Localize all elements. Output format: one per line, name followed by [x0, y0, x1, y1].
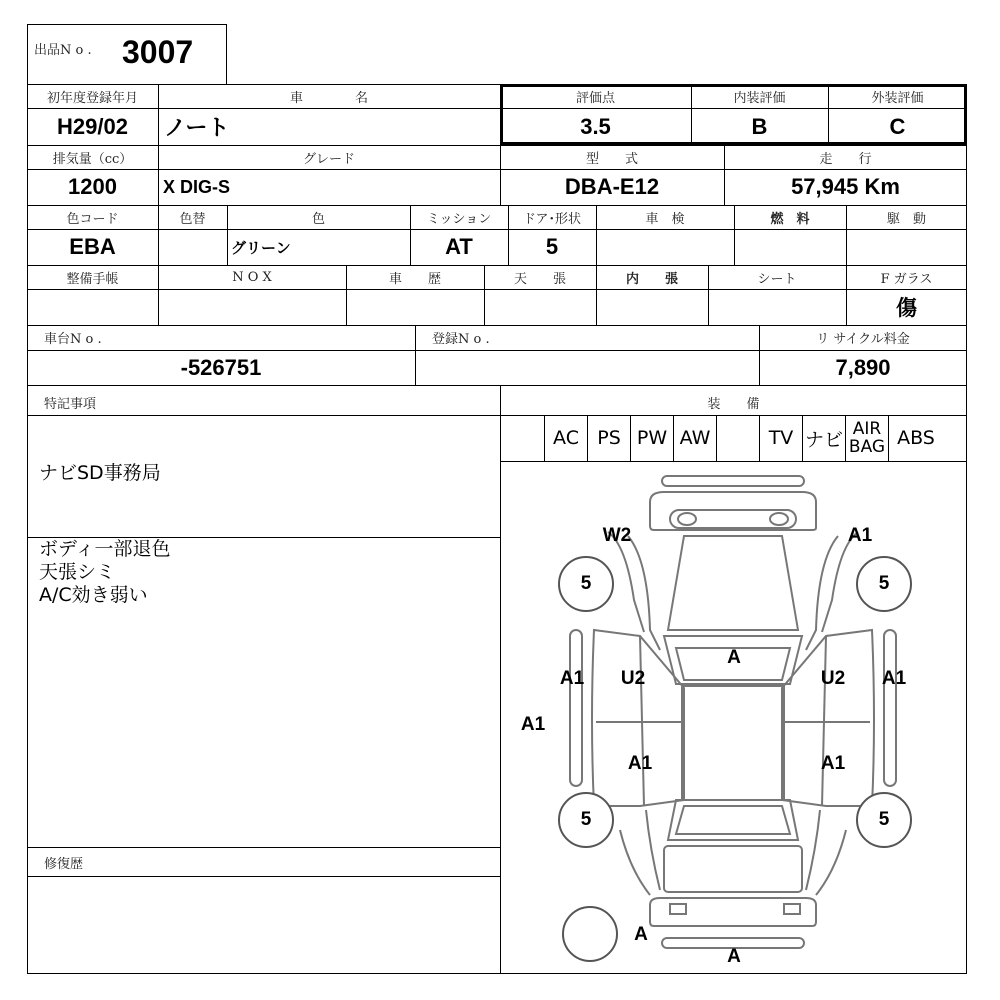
remarks-label: 特記事項 — [44, 396, 97, 412]
mark-w2: W2 — [602, 525, 632, 546]
nox-label: N O X — [232, 269, 272, 285]
rule — [27, 847, 501, 848]
lot-label: 出品N o . — [34, 42, 92, 58]
displacement-value: 1200 — [68, 174, 117, 199]
spare-tire — [562, 906, 618, 962]
maintenance-label: 整備手帳 — [66, 271, 119, 287]
mark-u2-left: U2 — [620, 668, 646, 689]
equipment-item: AIR BAG — [845, 415, 888, 461]
remark-line-1: ナビSD事務局 — [39, 462, 161, 484]
mark-a-spare: A — [634, 924, 648, 945]
fglass-label: F ガラス — [880, 271, 933, 287]
equipment-item: ナビ — [802, 415, 845, 461]
interior-trim-label: 内 張 — [625, 271, 678, 287]
mileage-value: 57,945 Km — [791, 174, 900, 199]
mark-a1-left-front-door: A1 — [559, 668, 585, 689]
car-name-label: 車 名 — [289, 90, 368, 106]
mark-u2-right: U2 — [820, 668, 846, 689]
equipment-label: 装 備 — [707, 396, 760, 412]
exterior-label: 外装評価 — [871, 90, 924, 106]
seat-label: シート — [757, 271, 797, 287]
color-value: グリーン — [231, 238, 291, 257]
chassis-label: 車台N o . — [44, 332, 102, 347]
color-label: 色 — [311, 211, 325, 227]
history-label: 車 歴 — [388, 271, 441, 287]
interior-label: 内装評価 — [733, 90, 786, 106]
mission-label: ミッション — [426, 211, 492, 227]
remark-line-4: A/C効き弱い — [39, 584, 148, 606]
tire-rear-left: 5 — [558, 792, 614, 848]
chassis-value: -526751 — [180, 354, 262, 380]
tire-rear-right: 5 — [856, 792, 912, 848]
grade-value: X DIG-S — [163, 176, 231, 197]
score-value: 3.5 — [580, 113, 611, 139]
lot-number: 3007 — [122, 33, 194, 70]
score-label: 評価点 — [575, 90, 615, 106]
first-reg-label: 初年度登録年月 — [46, 90, 138, 106]
first-reg-value: H29/02 — [57, 113, 128, 139]
mileage-label: 走 行 — [819, 151, 872, 167]
displacement-label: 排気量（cc） — [52, 151, 133, 167]
mark-a1-front-right: A1 — [847, 525, 873, 546]
door-label: ドア･形状 — [522, 211, 582, 227]
equipment-row — [527, 415, 967, 461]
ceiling-label: 天 張 — [513, 271, 566, 287]
equipment-item: AC — [544, 415, 587, 461]
tire-front-left: 5 — [558, 556, 614, 612]
rule — [27, 385, 967, 386]
mark-a1-left-side: A1 — [520, 714, 546, 735]
equipment-item — [527, 415, 544, 461]
inspection-label: 車 検 — [645, 211, 685, 227]
car-diagram — [500, 462, 970, 974]
interior-value: B — [751, 113, 768, 139]
recycle-label: リ サイクル料金 — [816, 332, 910, 347]
remark-line-2: ボディ一部退色 — [39, 538, 171, 560]
model-label: 型 式 — [585, 151, 638, 167]
rule — [415, 325, 416, 385]
equipment-item — [716, 415, 759, 461]
grade-label: グレード — [302, 151, 355, 167]
rule — [27, 876, 501, 877]
registration-label: 登録N o . — [432, 332, 490, 347]
remark-line-3: 天張シミ — [39, 561, 116, 583]
mark-a1-left-rear: A1 — [627, 753, 653, 774]
equipment-item: PW — [630, 415, 673, 461]
repaint-label: 色替 — [179, 211, 206, 227]
drive-label: 駆 動 — [886, 211, 926, 227]
fuel-label: 燃 料 — [770, 211, 810, 227]
mission-value: AT — [445, 234, 473, 259]
equipment-item: AW — [673, 415, 716, 461]
equipment-item: TV — [759, 415, 802, 461]
tire-front-right: 5 — [856, 556, 912, 612]
car-name-value: ノート — [164, 116, 230, 141]
mark-a1-right-front-door: A1 — [881, 668, 907, 689]
model-value: DBA-E12 — [564, 174, 660, 199]
rule — [27, 289, 967, 290]
fglass-value: 傷 — [896, 296, 917, 320]
repair-label: 修復歴 — [44, 856, 84, 872]
mark-a-rear-bumper: A — [727, 946, 741, 967]
color-code-value: EBA — [69, 234, 116, 259]
equipment-item: ABS — [888, 415, 943, 461]
recycle-value: 7,890 — [835, 354, 891, 380]
mark-a-roof: A — [727, 647, 741, 668]
door-value: 5 — [545, 234, 559, 259]
mark-a1-right-rear: A1 — [820, 753, 846, 774]
color-code-label: 色コード — [66, 211, 119, 227]
equipment-item: PS — [587, 415, 630, 461]
exterior-value: C — [889, 113, 906, 139]
